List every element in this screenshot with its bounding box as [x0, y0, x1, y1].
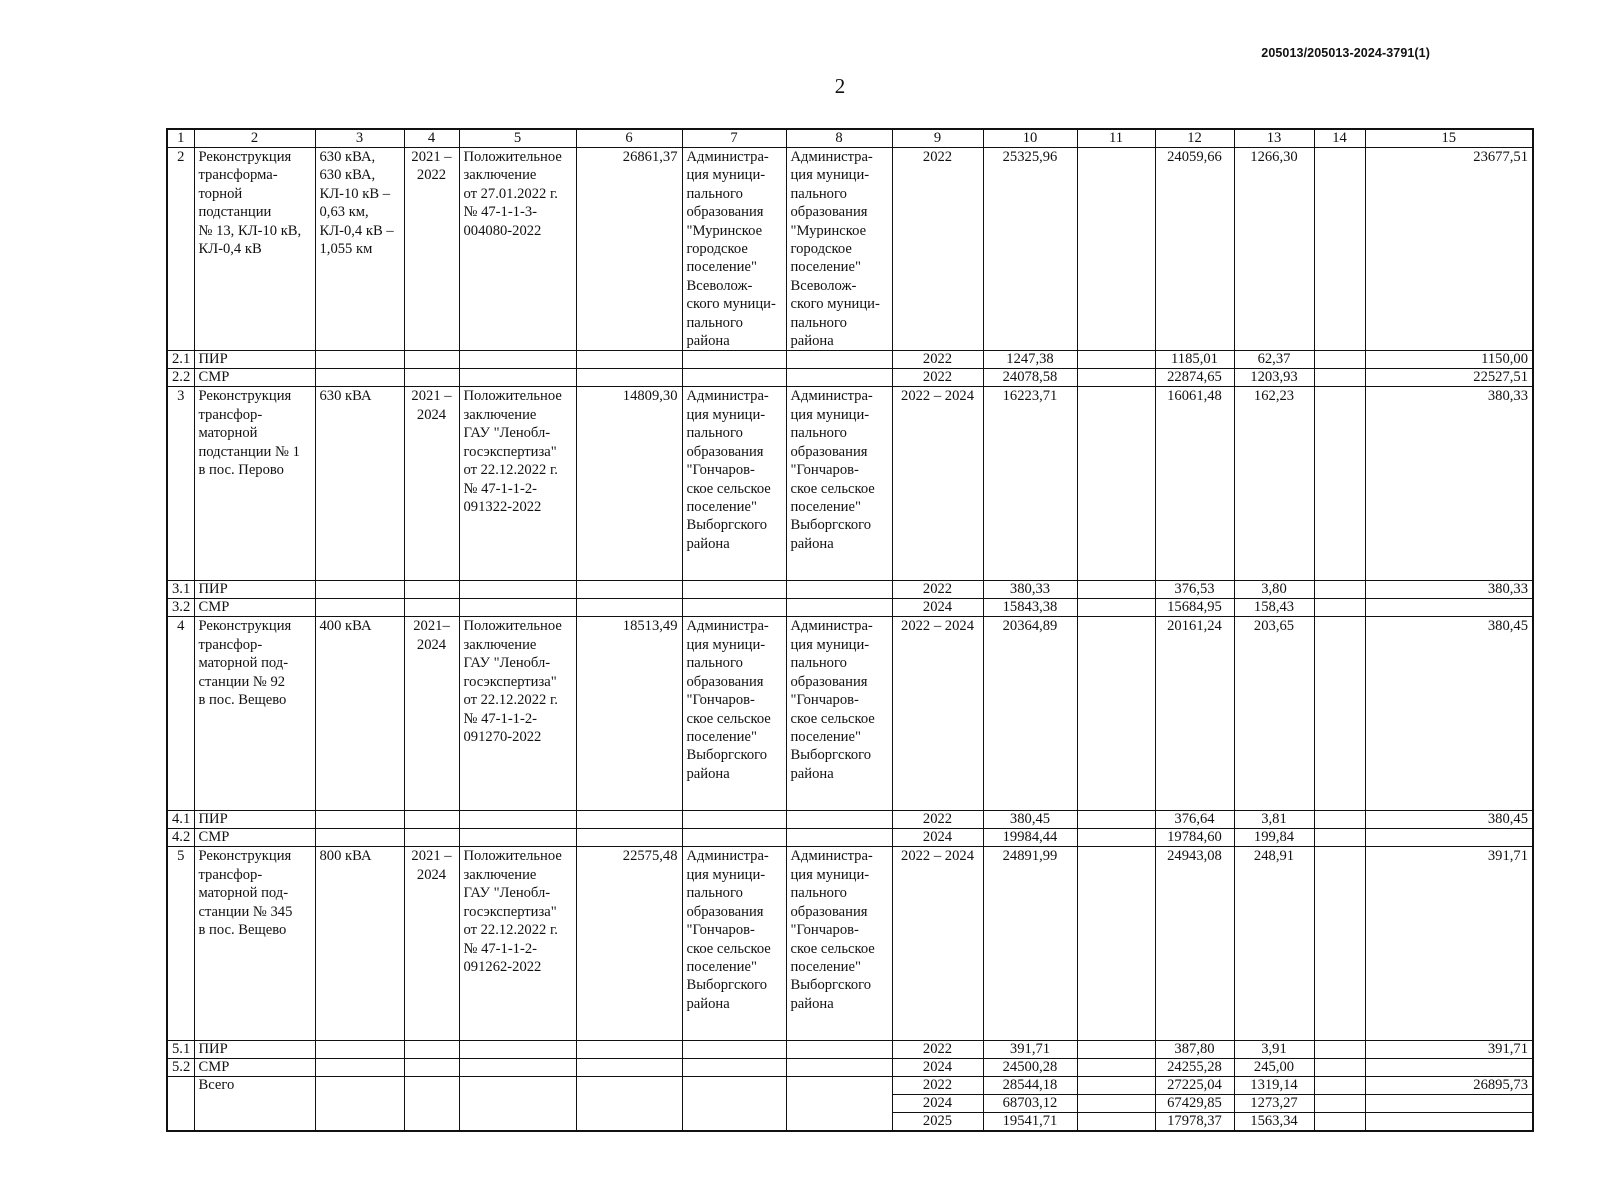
table-cell — [1077, 387, 1155, 581]
table-cell: Администра- ция муници- пального образования "Гончаров- ское сельское поселение" Выборгского района — [786, 617, 892, 811]
table-cell: 2022 — [892, 1077, 983, 1095]
table-subrow — [167, 1059, 1533, 1077]
table-cell — [1365, 1059, 1533, 1077]
table-cell: 400 кВА — [315, 617, 404, 811]
table-cell: 28544,18 — [983, 1077, 1077, 1095]
table-cell: 3,81 — [1234, 811, 1314, 829]
table-row — [167, 148, 1533, 351]
table-cell: ПИР — [194, 581, 315, 599]
table-cell: СМР — [194, 1059, 315, 1077]
table-cell: 3 — [167, 387, 194, 581]
table-cell — [682, 1059, 786, 1077]
table-cell: ПИР — [194, 351, 315, 369]
table-cell — [404, 581, 459, 599]
table-row — [167, 617, 1533, 811]
table-cell: 26861,37 — [576, 148, 682, 351]
table-cell: 391,71 — [1365, 1041, 1533, 1059]
table-cell — [786, 581, 892, 599]
table-cell — [786, 829, 892, 847]
table-cell: 3.1 — [167, 581, 194, 599]
table-cell: 23677,51 — [1365, 148, 1533, 351]
column-header: 3 — [315, 129, 404, 148]
table-cell: 15843,38 — [983, 599, 1077, 617]
table-cell: 2021 – 2024 — [404, 847, 459, 1041]
table-cell — [1077, 811, 1155, 829]
table-cell: 2024 — [892, 1095, 983, 1113]
table-cell: 18513,49 — [576, 617, 682, 811]
table-cell — [786, 1041, 892, 1059]
table-cell: 630 кВА, 630 кВА, КЛ-10 кВ – 0,63 км, КЛ-0,4 кВ – 1,055 км — [315, 148, 404, 351]
table-cell: Реконструкция трансфор- маторной под- станции № 92 в пос. Вещево — [194, 617, 315, 811]
table-cell: 19984,44 — [983, 829, 1077, 847]
column-header: 12 — [1155, 129, 1234, 148]
table-cell: ПИР — [194, 811, 315, 829]
table-cell — [682, 599, 786, 617]
table-cell: 380,33 — [983, 581, 1077, 599]
table-cell: 4.1 — [167, 811, 194, 829]
table-cell: 5 — [167, 847, 194, 1041]
table-cell: 2024 — [892, 1059, 983, 1077]
column-header: 6 — [576, 129, 682, 148]
table-cell — [404, 369, 459, 387]
table-cell: 24078,58 — [983, 369, 1077, 387]
table-cell: 2022 – 2024 — [892, 617, 983, 811]
table-cell — [404, 811, 459, 829]
column-header: 5 — [459, 129, 576, 148]
table-cell: 14809,30 — [576, 387, 682, 581]
document-id: 205013/205013-2024-3791(1) — [1261, 46, 1430, 60]
table-cell — [459, 351, 576, 369]
table-cell: СМР — [194, 599, 315, 617]
table-cell — [404, 1059, 459, 1077]
table-cell: 380,45 — [983, 811, 1077, 829]
table-cell: 2.2 — [167, 369, 194, 387]
table-cell: 24255,28 — [1155, 1059, 1234, 1077]
table-cell: 380,45 — [1365, 811, 1533, 829]
table-cell — [404, 599, 459, 617]
table-cell: 2022 — [892, 1041, 983, 1059]
table-cell: 380,33 — [1365, 581, 1533, 599]
table-cell — [786, 1077, 892, 1132]
table-cell: ПИР — [194, 1041, 315, 1059]
table-cell: 1185,01 — [1155, 351, 1234, 369]
table-cell — [1314, 829, 1365, 847]
table-cell: 387,80 — [1155, 1041, 1234, 1059]
table-cell: 1319,14 — [1234, 1077, 1314, 1095]
table-cell: 800 кВА — [315, 847, 404, 1041]
table-cell — [459, 1059, 576, 1077]
table-cell — [1314, 369, 1365, 387]
table-cell — [315, 369, 404, 387]
table-cell — [1314, 1041, 1365, 1059]
table-cell: 19784,60 — [1155, 829, 1234, 847]
table-cell: 380,45 — [1365, 617, 1533, 811]
column-header: 14 — [1314, 129, 1365, 148]
table-cell: 376,53 — [1155, 581, 1234, 599]
table-cell — [682, 351, 786, 369]
table-cell — [315, 829, 404, 847]
column-header: 13 — [1234, 129, 1314, 148]
table-cell: 19541,71 — [983, 1113, 1077, 1132]
table-cell: Администра- ция муници- пального образования "Муринское городское поселение" Всеволож- ского муници- пального района — [682, 148, 786, 351]
table-cell: 630 кВА — [315, 387, 404, 581]
table-cell: 5.2 — [167, 1059, 194, 1077]
table-cell: 2022 — [892, 581, 983, 599]
table-cell: 2024 — [892, 599, 983, 617]
table-cell: Положительное заключение ГАУ "Ленобл- госэкспертиза" от 22.12.2022 г. № 47-1-1-2- 091322-2022 — [459, 387, 576, 581]
table-cell — [1314, 1095, 1365, 1113]
table-cell: Администра- ция муници- пального образования "Гончаров- ское сельское поселение" Выборгского района — [682, 387, 786, 581]
table-cell: Администра- ция муници- пального образования "Гончаров- ское сельское поселение" Выборгского района — [786, 847, 892, 1041]
column-header: 10 — [983, 129, 1077, 148]
table-cell — [1365, 1095, 1533, 1113]
table-cell — [404, 351, 459, 369]
table-cell: 203,65 — [1234, 617, 1314, 811]
table-cell: 22527,51 — [1365, 369, 1533, 387]
table-cell — [682, 811, 786, 829]
total-row — [167, 1077, 1533, 1095]
table-cell — [315, 581, 404, 599]
table-cell — [315, 1077, 404, 1132]
table-cell — [1077, 847, 1155, 1041]
column-header: 11 — [1077, 129, 1155, 148]
table-cell — [786, 1059, 892, 1077]
table-cell — [576, 829, 682, 847]
table-subrow — [167, 581, 1533, 599]
table-cell: 4 — [167, 617, 194, 811]
table-cell — [315, 599, 404, 617]
table-cell: 4.2 — [167, 829, 194, 847]
table-cell: 2021 – 2024 — [404, 387, 459, 581]
table-cell: 1203,93 — [1234, 369, 1314, 387]
table-cell — [1077, 617, 1155, 811]
column-header: 15 — [1365, 129, 1533, 148]
table-cell — [1077, 829, 1155, 847]
column-number-row — [167, 129, 1533, 148]
column-header: 8 — [786, 129, 892, 148]
table-cell — [1077, 148, 1155, 351]
table-cell: 1247,38 — [983, 351, 1077, 369]
table-row — [167, 847, 1533, 1041]
table-cell — [576, 811, 682, 829]
table-cell — [459, 1077, 576, 1132]
table-cell: 24059,66 — [1155, 148, 1234, 351]
table-cell: Администра- ция муници- пального образования "Гончаров- ское сельское поселение" Выборгского района — [682, 847, 786, 1041]
column-header: 1 — [167, 129, 194, 148]
table-cell — [1314, 1113, 1365, 1132]
table-cell: 24891,99 — [983, 847, 1077, 1041]
table-cell — [1077, 1077, 1155, 1095]
table-cell: 20364,89 — [983, 617, 1077, 811]
table-cell: 391,71 — [1365, 847, 1533, 1041]
table-cell — [1314, 847, 1365, 1041]
table-subrow — [167, 811, 1533, 829]
table-cell — [786, 599, 892, 617]
table-cell: 1150,00 — [1365, 351, 1533, 369]
table-cell: Реконструкция трансфор- маторной под- станции № 345 в пос. Вещево — [194, 847, 315, 1041]
table-cell: 5.1 — [167, 1041, 194, 1059]
table-cell — [576, 581, 682, 599]
table-cell: 376,64 — [1155, 811, 1234, 829]
column-header: 7 — [682, 129, 786, 148]
table-cell: 2021– 2024 — [404, 617, 459, 811]
table-cell — [1365, 599, 1533, 617]
table-cell — [459, 581, 576, 599]
table-cell: Положительное заключение ГАУ "Ленобл- госэкспертиза" от 22.12.2022 г. № 47-1-1-2- 091270-2022 — [459, 617, 576, 811]
table-cell: Положительное заключение ГАУ "Ленобл- госэкспертиза" от 22.12.2022 г. № 47-1-1-2- 091262-2022 — [459, 847, 576, 1041]
table-cell — [1077, 599, 1155, 617]
table-cell: 1266,30 — [1234, 148, 1314, 351]
table-cell: 3.2 — [167, 599, 194, 617]
table-cell — [682, 581, 786, 599]
table-cell — [1077, 369, 1155, 387]
table-cell: 16061,48 — [1155, 387, 1234, 581]
table-cell — [682, 1077, 786, 1132]
table-cell: 2 — [167, 148, 194, 351]
table-cell: 24500,28 — [983, 1059, 1077, 1077]
table-cell: 20161,24 — [1155, 617, 1234, 811]
table-cell — [1077, 1059, 1155, 1077]
table-cell — [1077, 581, 1155, 599]
table-cell: 2021 – 2022 — [404, 148, 459, 351]
column-header: 4 — [404, 129, 459, 148]
table-cell: 2022 — [892, 369, 983, 387]
table-cell: 22575,48 — [576, 847, 682, 1041]
table-cell: 24943,08 — [1155, 847, 1234, 1041]
table-cell — [1314, 387, 1365, 581]
table-cell: СМР — [194, 829, 315, 847]
table-subrow — [167, 369, 1533, 387]
table-cell — [576, 351, 682, 369]
table-cell: 245,00 — [1234, 1059, 1314, 1077]
table-cell: 68703,12 — [983, 1095, 1077, 1113]
table-cell: Положительное заключение от 27.01.2022 г. № 47-1-1-3- 004080-2022 — [459, 148, 576, 351]
table-cell — [1314, 351, 1365, 369]
table-cell — [459, 829, 576, 847]
table-cell — [786, 369, 892, 387]
table-cell: 162,23 — [1234, 387, 1314, 581]
table-cell — [315, 351, 404, 369]
table-cell — [459, 599, 576, 617]
table-cell — [315, 1059, 404, 1077]
table-cell — [576, 369, 682, 387]
table-cell: 2022 – 2024 — [892, 847, 983, 1041]
table-cell: 22874,65 — [1155, 369, 1234, 387]
table-cell — [576, 1077, 682, 1132]
table-cell: 16223,71 — [983, 387, 1077, 581]
table-cell: 391,71 — [983, 1041, 1077, 1059]
table-cell: 2022 — [892, 351, 983, 369]
table-cell — [459, 1041, 576, 1059]
table-cell — [1314, 1077, 1365, 1095]
table-cell: 2022 – 2024 — [892, 387, 983, 581]
table-cell: 27225,04 — [1155, 1077, 1234, 1095]
investment-table — [166, 128, 1534, 1132]
table-subrow — [167, 829, 1533, 847]
table-cell — [786, 351, 892, 369]
table-cell — [1314, 581, 1365, 599]
table-cell — [1314, 148, 1365, 351]
total-label: Всего — [194, 1077, 315, 1132]
table-cell: 380,33 — [1365, 387, 1533, 581]
table-cell: 1273,27 — [1234, 1095, 1314, 1113]
table-cell — [576, 1041, 682, 1059]
table-cell — [682, 369, 786, 387]
table-cell: Реконструкция трансформа- торной подстанции № 13, КЛ-10 кВ, КЛ-0,4 кВ — [194, 148, 315, 351]
column-header: 9 — [892, 129, 983, 148]
table-cell — [1077, 1113, 1155, 1132]
table-cell — [315, 1041, 404, 1059]
table-cell — [786, 811, 892, 829]
table-subrow — [167, 1041, 1533, 1059]
table-cell: 25325,96 — [983, 148, 1077, 351]
table-cell: 199,84 — [1234, 829, 1314, 847]
table-cell: 248,91 — [1234, 847, 1314, 1041]
table-cell: 2024 — [892, 829, 983, 847]
table-cell: 3,91 — [1234, 1041, 1314, 1059]
table-cell: Администра- ция муници- пального образования "Муринское городское поселение" Всеволож- ского муници- пального района — [786, 148, 892, 351]
table-cell: Администра- ция муници- пального образования "Гончаров- ское сельское поселение" Выборгского района — [682, 617, 786, 811]
table-cell: Администра- ция муници- пального образования "Гончаров- ское сельское поселение" Выборгского района — [786, 387, 892, 581]
column-header: 2 — [194, 129, 315, 148]
table-cell: 2.1 — [167, 351, 194, 369]
table-cell: Реконструкция трансфор- маторной подстанции № 1 в пос. Перово — [194, 387, 315, 581]
table-cell — [1077, 1095, 1155, 1113]
table-cell — [1314, 811, 1365, 829]
table-cell — [404, 1077, 459, 1132]
table-cell — [167, 1077, 194, 1132]
table-cell: 15684,95 — [1155, 599, 1234, 617]
table-cell — [1365, 1113, 1533, 1132]
table-cell — [1314, 599, 1365, 617]
table-cell — [1077, 1041, 1155, 1059]
table-cell: 2022 — [892, 148, 983, 351]
table-cell — [576, 1059, 682, 1077]
table-cell: 2025 — [892, 1113, 983, 1132]
table-cell: 17978,37 — [1155, 1113, 1234, 1132]
table-cell: СМР — [194, 369, 315, 387]
table-cell — [315, 811, 404, 829]
table-cell — [459, 369, 576, 387]
table-row — [167, 387, 1533, 581]
table-cell — [682, 1041, 786, 1059]
table-cell — [1077, 351, 1155, 369]
table-subrow — [167, 599, 1533, 617]
table-cell: 2022 — [892, 811, 983, 829]
table-cell: 1563,34 — [1234, 1113, 1314, 1132]
table-cell: 158,43 — [1234, 599, 1314, 617]
table-cell — [404, 1041, 459, 1059]
table-cell: 3,80 — [1234, 581, 1314, 599]
table-cell — [1365, 829, 1533, 847]
table-cell: 62,37 — [1234, 351, 1314, 369]
table-cell — [576, 599, 682, 617]
table-cell: 26895,73 — [1365, 1077, 1533, 1095]
table-cell: 67429,85 — [1155, 1095, 1234, 1113]
table-cell — [1314, 617, 1365, 811]
table-cell — [404, 829, 459, 847]
table-cell — [459, 811, 576, 829]
page-number: 2 — [834, 74, 846, 98]
table-subrow — [167, 351, 1533, 369]
table-cell — [1314, 1059, 1365, 1077]
table-cell — [682, 829, 786, 847]
